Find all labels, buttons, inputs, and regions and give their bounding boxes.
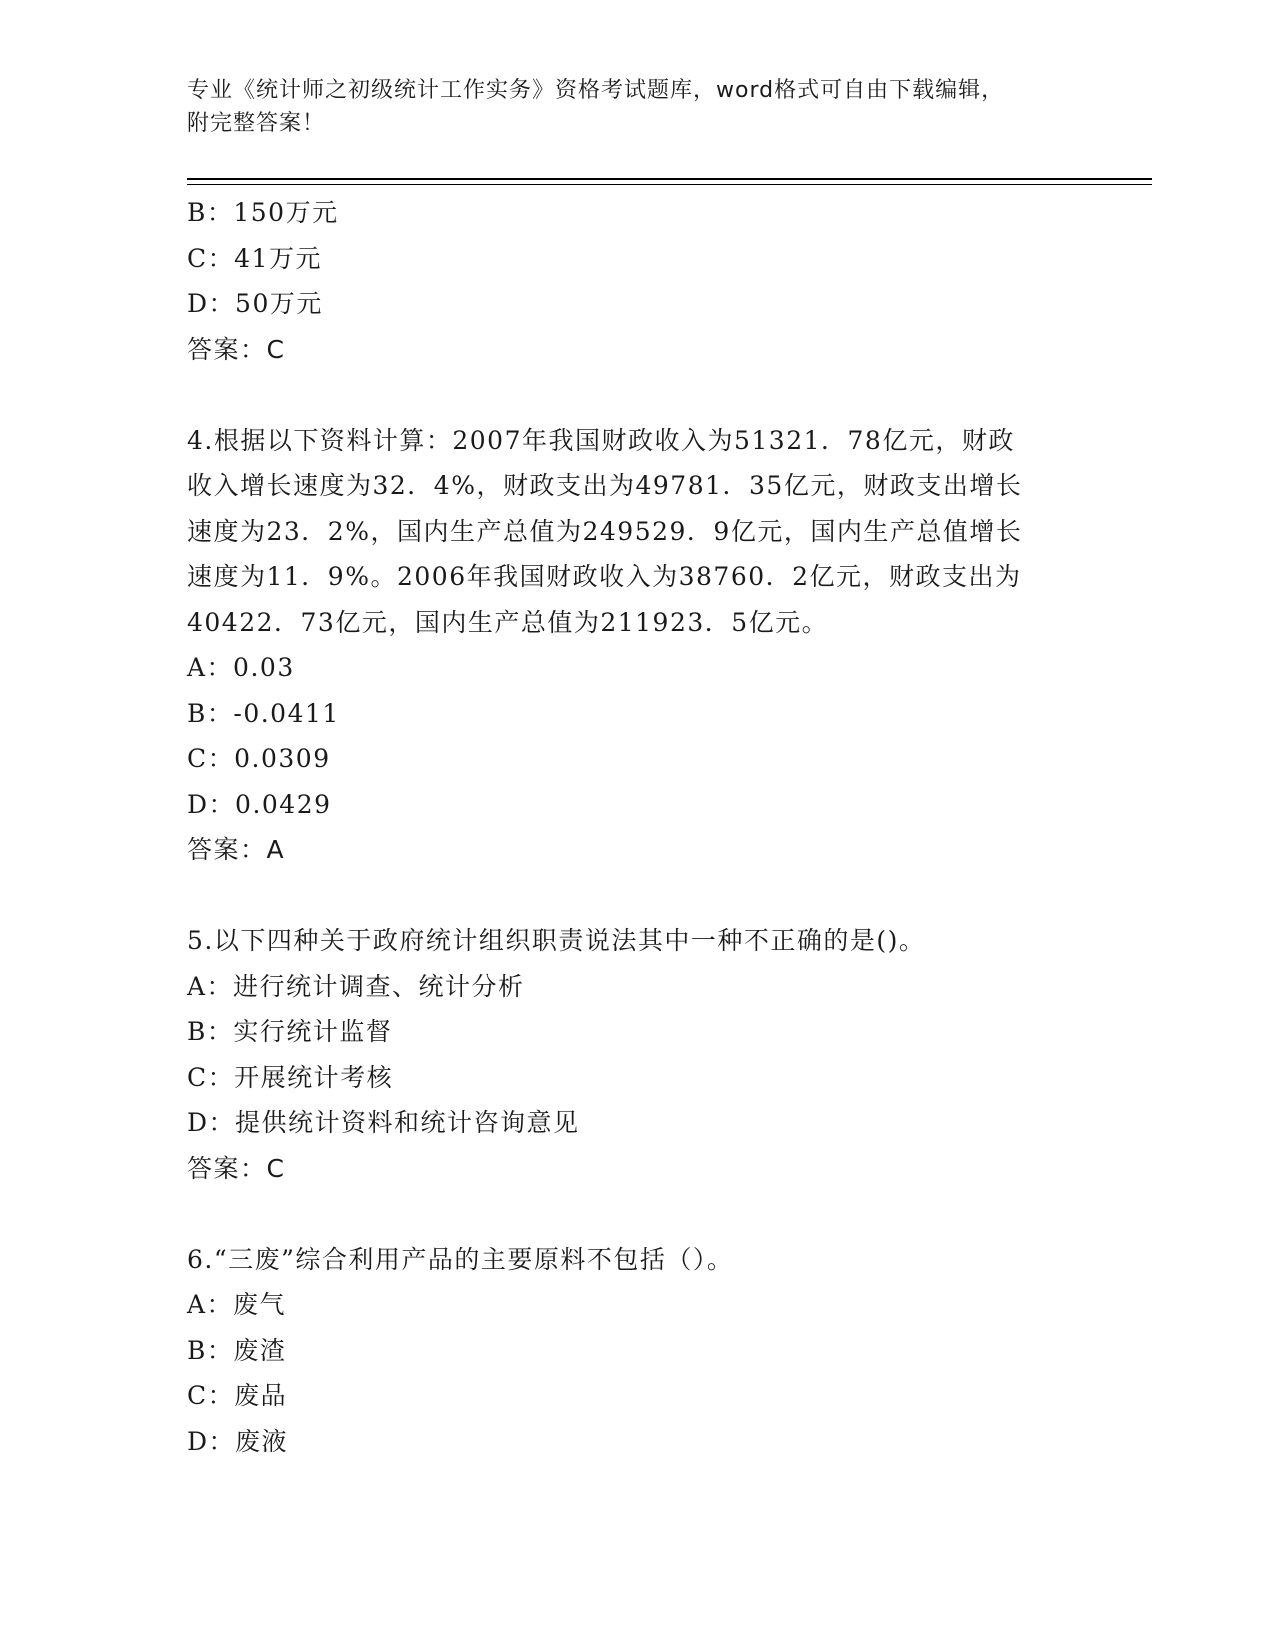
question-body <box>187 190 1087 1464</box>
q3-answer: 答案：C <box>187 334 286 364</box>
header-line-1: 专业《统计师之初级统计工作实务》资格考试题库，word格式可自由下载编辑， <box>187 78 1005 103</box>
q6-option-c: C：废品 <box>187 1381 288 1410</box>
q5-option-b: B：实行统计监督 <box>187 1017 393 1046</box>
q3-option-d: D：50万元 <box>187 289 323 318</box>
q3-option-b: B：150万元 <box>187 198 339 227</box>
q4-stem-line-1: 4.根据以下资料计算：2007年我国财政收入为51321．78亿元，财政 <box>187 425 1015 455</box>
q5-option-a: A：进行统计调查、统计分析 <box>187 971 525 1001</box>
q5-option-c: C：开展统计考核 <box>187 1062 394 1092</box>
question-4 <box>187 418 1087 873</box>
q4-stem-line-4: 速度为11．9%。2006年我国财政收入为38760．2亿元，财政支出为 <box>187 562 1022 591</box>
q4-stem-line-2: 收入增长速度为32．4%，财政支出为49781．35亿元，财政支出增长 <box>187 471 1023 500</box>
q5-option-d: D：提供统计资料和统计咨询意见 <box>187 1108 580 1137</box>
q4-stem-line-5: 40422．73亿元，国内生产总值为211923．5亿元。 <box>187 607 829 637</box>
q4-option-c: C：0.0309 <box>187 744 331 773</box>
q4-stem-line-3: 速度为23．2%，国内生产总值为249529．9亿元，国内生产总值增长 <box>187 516 1023 546</box>
spacer <box>187 1191 1087 1237</box>
question-3-tail <box>187 190 1087 372</box>
question-5 <box>187 918 1087 1191</box>
document-header <box>187 74 1087 140</box>
q6-option-b: B：废渣 <box>187 1335 287 1365</box>
header-divider-thin <box>187 184 1152 185</box>
q6-option-d: D：废液 <box>187 1426 289 1456</box>
question-6 <box>187 1237 1087 1465</box>
q6-option-a: A：废气 <box>187 1290 287 1319</box>
header-line-2: 附完整答案！ <box>187 111 326 136</box>
q5-stem: 5.以下四种关于政府统计组织职责说法其中一种不正确的是()。 <box>187 926 926 955</box>
q6-stem: 6.“三废”综合利用产品的主要原料不包括（）。 <box>187 1244 734 1274</box>
q3-option-c: C：41万元 <box>187 243 322 273</box>
spacer <box>187 372 1087 418</box>
header-divider-thick <box>187 178 1152 180</box>
q4-option-a: A：0.03 <box>187 653 295 682</box>
q5-answer: 答案：C <box>187 1153 286 1183</box>
spacer <box>187 873 1087 919</box>
q4-answer: 答案：A <box>187 835 286 864</box>
q4-option-d: D：0.0429 <box>187 789 332 819</box>
q4-option-b: B：-0.0411 <box>187 698 340 728</box>
